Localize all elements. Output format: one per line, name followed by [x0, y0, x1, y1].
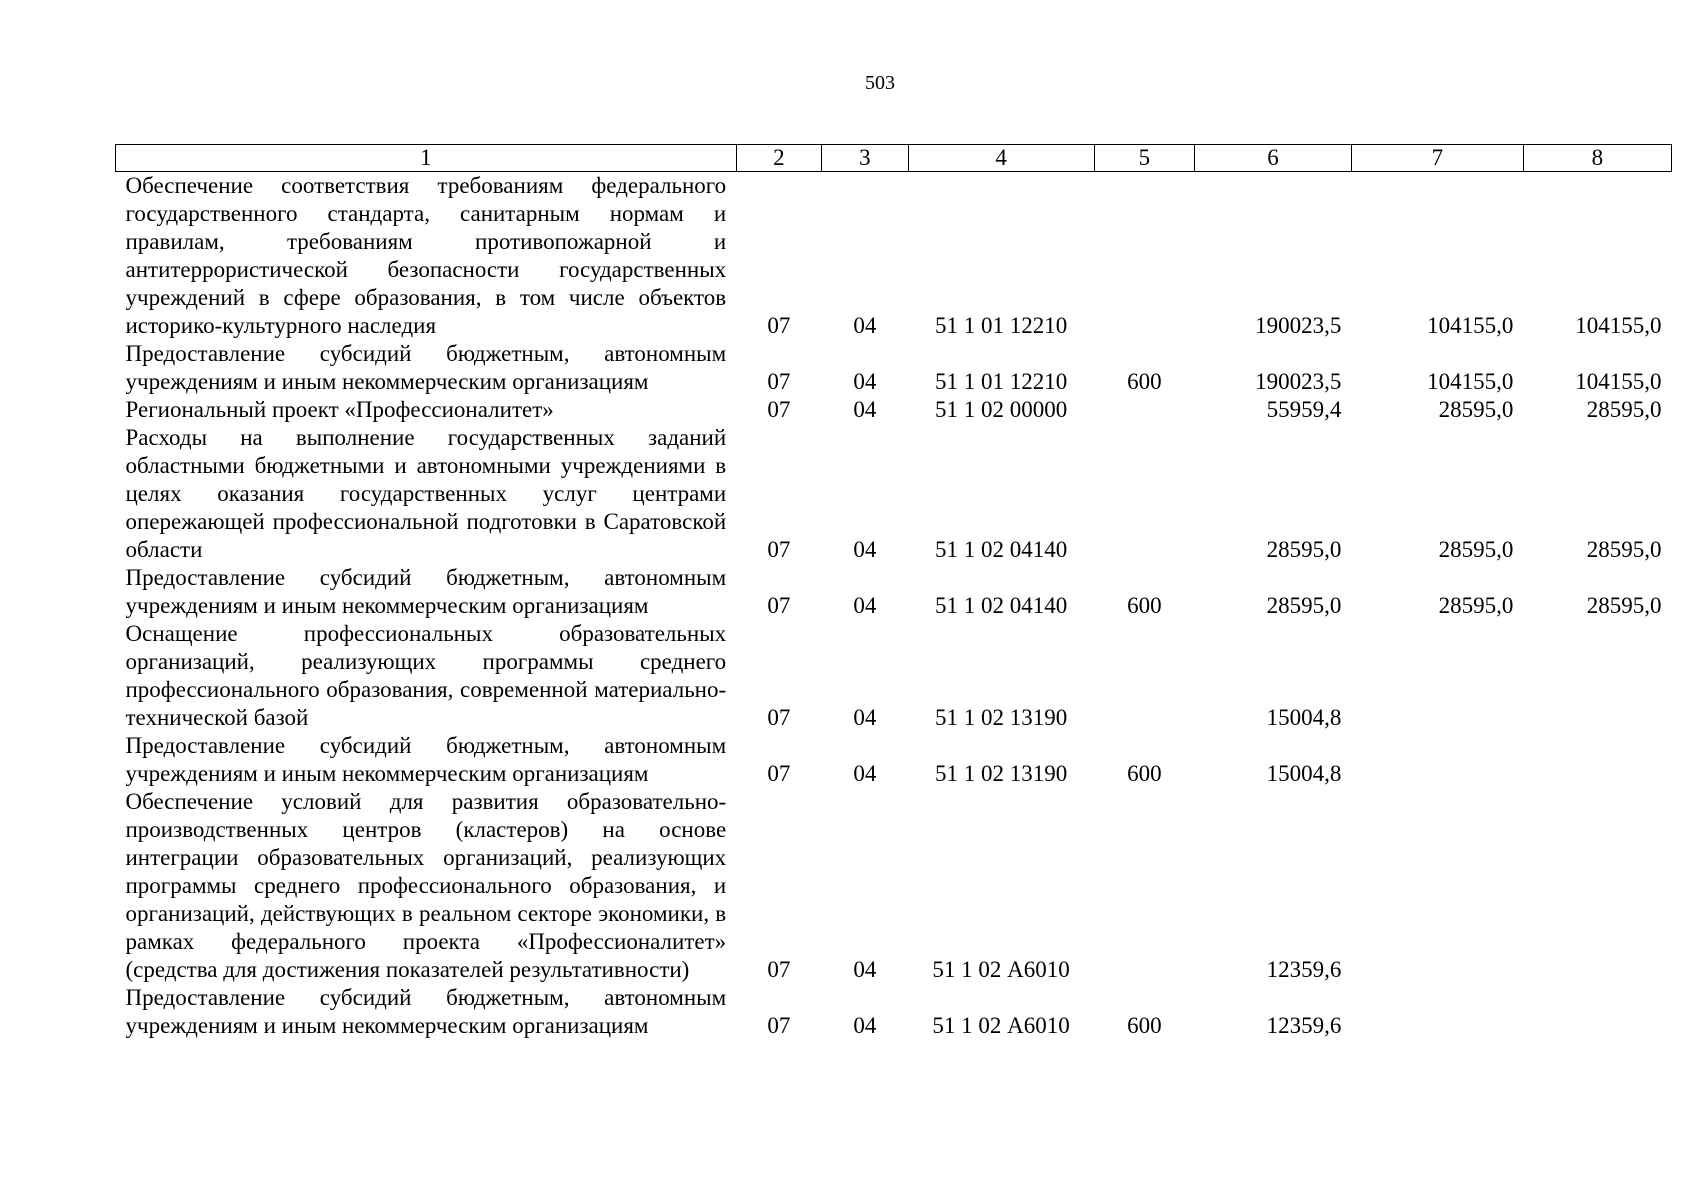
row-name: Предоставление субсидий бюджетным, автономным учреждениям и иным некоммерческим организациям: [125, 565, 727, 618]
table-body: [116, 172, 1672, 1041]
column-header-3: 3: [822, 145, 909, 172]
row-amount-year1: 28595,0: [1266, 593, 1342, 618]
row-section: 07: [767, 705, 791, 730]
row-subsection: 04: [853, 705, 877, 730]
row-amount-year1: 28595,0: [1266, 537, 1342, 562]
row-subsection: 04: [853, 397, 877, 422]
row-name: Оснащение профессиональных образовательных организаций, реализующих программы среднего профессионального образования, современной материально-технической базой: [125, 621, 727, 730]
row-name: Обеспечение условий для развития образовательно-производственных центров (кластеров) на основе интеграции образовательных организаций, реализующих программы среднего профессионального образования, и организаций, действующих в реальном секторе экономики, в рамках федерального проекта «Профессионалитет» (средства для достижения показателей результативности): [125, 789, 727, 982]
table-row: [116, 984, 1672, 1040]
row-amount-year1: 12359,6: [1266, 957, 1342, 982]
row-amount-year3: 28595,0: [1586, 593, 1662, 618]
row-name: Предоставление субсидий бюджетным, автономным учреждениям и иным некоммерческим организациям: [125, 985, 727, 1038]
row-amount-year1: 190023,5: [1255, 313, 1342, 338]
row-amount-year1: 190023,5: [1255, 369, 1342, 394]
row-target-code: 51 1 01 12210: [934, 313, 1068, 338]
row-target-code: 51 1 02 А6010: [932, 957, 1070, 982]
row-target-code: 51 1 02 00000: [934, 397, 1068, 422]
budget-table: [115, 144, 1672, 1040]
row-amount-year2: 28595,0: [1438, 537, 1514, 562]
row-amount-year3: 28595,0: [1586, 397, 1662, 422]
row-name: Региональный проект «Профессионалитет»: [125, 397, 554, 422]
row-amount-year3: [1523, 984, 1671, 1040]
row-amount-year1: 12359,6: [1266, 1013, 1342, 1038]
row-target-code: 51 1 01 12210: [934, 369, 1068, 394]
row-expense-type: [1094, 788, 1195, 984]
row-subsection: 04: [853, 761, 877, 786]
row-target-code: 51 1 02 04140: [934, 537, 1068, 562]
row-amount-year2: [1351, 620, 1523, 732]
column-header-4: 4: [908, 145, 1094, 172]
row-amount-year1: 55959,4: [1266, 397, 1342, 422]
row-name: Предоставление субсидий бюджетным, автономным учреждениям и иным некоммерческим организациям: [125, 733, 727, 786]
column-header-8: 8: [1523, 145, 1671, 172]
row-amount-year2: 104155,0: [1427, 313, 1514, 338]
column-header-1: 1: [116, 145, 737, 172]
row-expense-type: 600: [1127, 1013, 1162, 1038]
row-section: 07: [767, 1013, 791, 1038]
table-row: [116, 620, 1672, 732]
row-section: 07: [767, 397, 791, 422]
table-row: [116, 732, 1672, 788]
row-amount-year2: [1351, 984, 1523, 1040]
table-row: [116, 172, 1672, 341]
row-section: 07: [767, 537, 791, 562]
row-subsection: 04: [853, 537, 877, 562]
row-name: Расходы на выполнение государственных заданий областными бюджетными и автономными учреждениями в целях оказания государственных услуг центрами опережающей профессиональной подготовки в Саратовской области: [125, 425, 727, 562]
table-row: [116, 396, 1672, 424]
row-amount-year2: [1351, 788, 1523, 984]
row-expense-type: 600: [1127, 369, 1162, 394]
column-header-2: 2: [736, 145, 821, 172]
row-amount-year1: 15004,8: [1266, 761, 1342, 786]
row-expense-type: 600: [1127, 761, 1162, 786]
row-expense-type: [1094, 424, 1195, 564]
row-expense-type: 600: [1127, 593, 1162, 618]
table-row: [116, 564, 1672, 620]
row-amount-year2: [1351, 732, 1523, 788]
header-row: [116, 145, 1672, 172]
row-subsection: 04: [853, 313, 877, 338]
row-expense-type: [1094, 396, 1195, 424]
row-subsection: 04: [853, 369, 877, 394]
row-expense-type: [1094, 172, 1195, 341]
row-section: 07: [767, 761, 791, 786]
table-row: [116, 788, 1672, 984]
row-subsection: 04: [853, 957, 877, 982]
page-number: 503: [865, 72, 895, 94]
table-header: [116, 145, 1672, 172]
row-section: 07: [767, 957, 791, 982]
row-target-code: 51 1 02 13190: [934, 705, 1068, 730]
row-amount-year3: [1523, 732, 1671, 788]
row-amount-year3: 28595,0: [1586, 537, 1662, 562]
row-amount-year2: 28595,0: [1438, 593, 1514, 618]
column-header-7: 7: [1351, 145, 1523, 172]
row-section: 07: [767, 369, 791, 394]
row-subsection: 04: [853, 593, 877, 618]
row-amount-year3: [1523, 620, 1671, 732]
row-amount-year3: 104155,0: [1575, 313, 1662, 338]
row-amount-year2: 104155,0: [1427, 369, 1514, 394]
row-name: Обеспечение соответствия требованиям федерального государственного стандарта, санитарным нормам и правилам, требованиям противопожарной и антитеррористической безопасности государственных учреждений в сфере образования, в том числе объектов историко-культурного наследия: [125, 173, 727, 338]
row-section: 07: [767, 593, 791, 618]
column-header-5: 5: [1094, 145, 1195, 172]
row-amount-year2: 28595,0: [1438, 397, 1514, 422]
row-amount-year3: [1523, 788, 1671, 984]
table-row: [116, 340, 1672, 396]
row-target-code: 51 1 02 А6010: [932, 1013, 1070, 1038]
row-amount-year3: 104155,0: [1575, 369, 1662, 394]
row-name: Предоставление субсидий бюджетным, автономным учреждениям и иным некоммерческим организациям: [125, 341, 727, 394]
table-row: [116, 424, 1672, 564]
row-target-code: 51 1 02 04140: [934, 593, 1068, 618]
row-subsection: 04: [853, 1013, 877, 1038]
row-expense-type: [1094, 620, 1195, 732]
column-header-6: 6: [1195, 145, 1352, 172]
row-target-code: 51 1 02 13190: [934, 761, 1068, 786]
row-amount-year1: 15004,8: [1266, 705, 1342, 730]
row-section: 07: [767, 313, 791, 338]
